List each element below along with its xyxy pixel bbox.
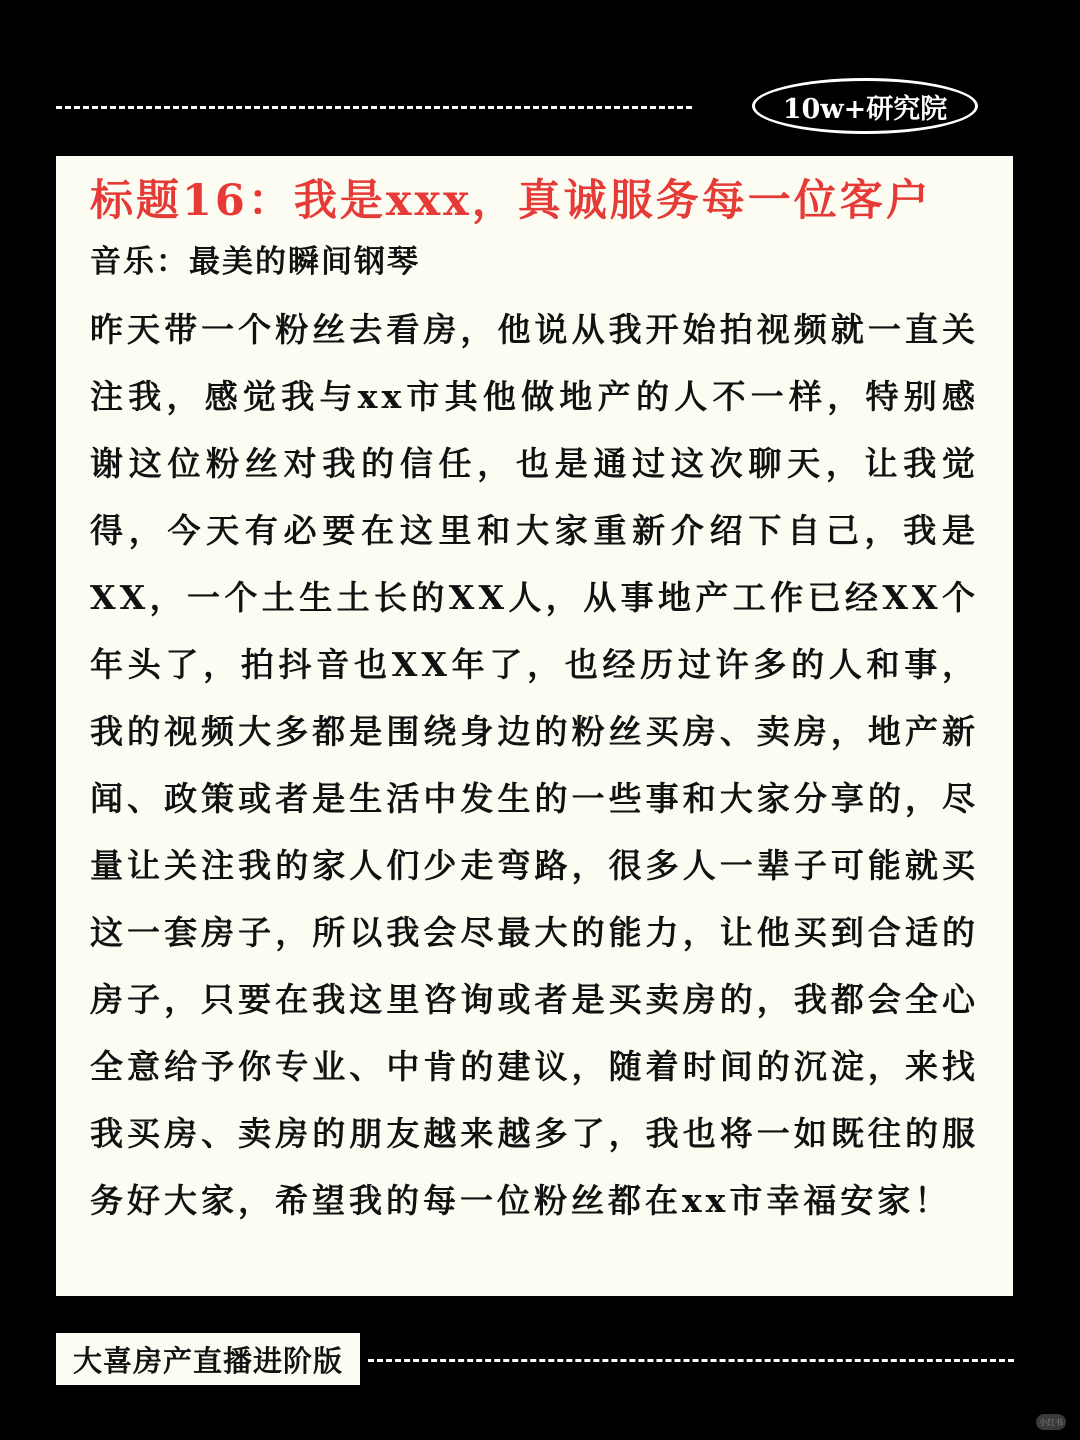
brand-text: 10w+研究院 (782, 93, 948, 125)
content-card (56, 156, 1013, 1296)
script-title: 标题16：我是xxx，真诚服务每一位客户 (90, 176, 932, 226)
watermark-logo (1036, 1414, 1066, 1430)
footer-label-text: 大喜房产直播进阶版 (72, 1343, 343, 1378)
watermark-text: 小红书 (1039, 1417, 1063, 1427)
music-line: 音乐：最美的瞬间钢琴 (90, 244, 420, 280)
script-body: 昨天带一个粉丝去看房，他说从我开始拍视频就一直关注我，感觉我与xx市其他做地产的人不一样，特别感谢这位粉丝对我的信任，也是通过这次聊天，让我觉得，今天有必要在这里和大家重新介绍下自己，我是XX，一个土生土长的XX人，从事地产工作已经XX个年头了，拍抖音也XX年了，也经历过许多的人和事，我的视频大多都是围绕身边的粉丝买房、卖房，地产新闻、政策或者是生活中发生的一些事和大家分享的，尽量让关注我的家人们少走弯路，很多人一辈子可能就买这一套房子，所以我会尽最大的能力，让他买到合适的房子，只要在我这里咨询或者是买卖房的，我都会全心全意给予你专业、中肯的建议，随着时间的沉淀，来找我买房、卖房的朋友越来越多了，我也将一如既往的服务好大家，希望我的每一位粉丝都在xx市幸福安家！ (90, 310, 979, 1220)
bottom-dashed-divider (368, 1359, 1014, 1362)
footer-label (56, 1333, 360, 1385)
top-dashed-divider (56, 106, 692, 109)
brand-badge (752, 78, 978, 134)
